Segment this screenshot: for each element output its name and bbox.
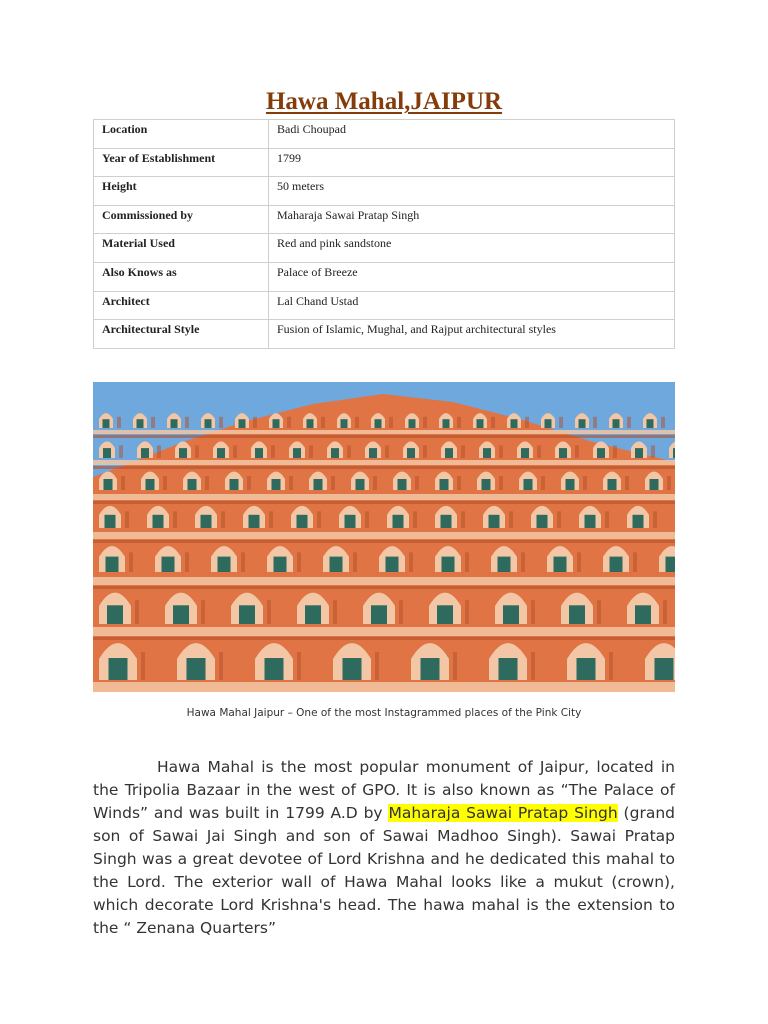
window-pane — [109, 658, 128, 680]
window-pane — [440, 479, 449, 490]
pillar-shadow — [201, 600, 205, 624]
window-pane — [162, 557, 175, 572]
table-row — [94, 120, 675, 149]
window-pane — [375, 419, 382, 428]
window-pane — [521, 448, 529, 458]
band-shadow — [93, 435, 675, 438]
balcony-band — [93, 627, 675, 636]
pillar-shadow — [521, 552, 525, 572]
pillar-shadow — [219, 417, 223, 428]
window-pane — [307, 419, 314, 428]
window-pane — [577, 658, 596, 680]
band-shadow — [93, 501, 675, 504]
pillar-shadow — [129, 552, 133, 572]
balcony-band — [93, 430, 675, 434]
pillar-shadow — [409, 552, 413, 572]
window-pane — [499, 658, 518, 680]
window-pane — [297, 515, 308, 528]
window-pane — [445, 448, 453, 458]
window-pane — [369, 448, 377, 458]
pillar-shadow — [461, 511, 465, 528]
table-row — [94, 262, 675, 291]
row-value: Red and pink sandstone — [269, 234, 675, 263]
pillar-shadow — [297, 552, 301, 572]
pillar-shadow — [465, 600, 469, 624]
window-pane — [673, 448, 675, 458]
window-pane — [647, 419, 654, 428]
window-pane — [610, 557, 623, 572]
window-pane — [153, 515, 164, 528]
pillar-shadow — [121, 476, 125, 490]
pillar-shadow — [353, 552, 357, 572]
window-pane — [482, 479, 491, 490]
pillar-shadow — [577, 552, 581, 572]
pillar-shadow — [233, 445, 237, 458]
pillar-shadow — [663, 600, 667, 624]
pillar-shadow — [453, 652, 457, 680]
window-pane — [205, 419, 212, 428]
window-pane — [273, 419, 280, 428]
balcony-band — [93, 577, 675, 585]
window-pane — [537, 515, 548, 528]
balcony-band — [93, 460, 675, 465]
window-pane — [477, 419, 484, 428]
row-value: Lal Chand Ustad — [269, 291, 675, 320]
pillar-shadow — [173, 511, 177, 528]
window-pane — [255, 448, 263, 458]
window-pane — [545, 419, 552, 428]
window-pane — [559, 448, 567, 458]
band-shadow — [93, 540, 675, 543]
pillar-shadow — [651, 445, 655, 458]
table-row — [94, 205, 675, 234]
pillar-shadow — [355, 417, 359, 428]
window-pane — [249, 515, 260, 528]
pillar-shadow — [163, 476, 167, 490]
window-pane — [356, 479, 365, 490]
row-label: Also Knows as — [94, 262, 269, 291]
table-row — [94, 234, 675, 263]
row-value: Badi Choupad — [269, 120, 675, 149]
pillar-shadow — [309, 445, 313, 458]
row-value: 50 meters — [269, 177, 675, 206]
window-pane — [107, 605, 123, 624]
window-pane — [274, 557, 287, 572]
pillar-shadow — [575, 445, 579, 458]
window-pane — [371, 605, 387, 624]
pillar-shadow — [661, 417, 665, 428]
pillar-shadow — [385, 445, 389, 458]
window-pane — [171, 419, 178, 428]
band-shadow — [93, 586, 675, 589]
row-value: 1799 — [269, 148, 675, 177]
pillar-shadow — [491, 417, 495, 428]
pillar-shadow — [389, 417, 393, 428]
window-pane — [314, 479, 323, 490]
table-row — [94, 291, 675, 320]
pillar-shadow — [221, 511, 225, 528]
pillar-shadow — [457, 476, 461, 490]
row-label: Height — [94, 177, 269, 206]
window-pane — [305, 605, 321, 624]
window-pane — [511, 419, 518, 428]
pillar-shadow — [531, 652, 535, 680]
row-label: Architectural Style — [94, 320, 269, 349]
pillar-shadow — [347, 445, 351, 458]
pillar-shadow — [633, 552, 637, 572]
pillar-shadow — [605, 511, 609, 528]
pillar-shadow — [365, 511, 369, 528]
window-pane — [103, 448, 111, 458]
band-shadow — [93, 637, 675, 640]
facade-illustration — [93, 382, 675, 692]
window-pane — [524, 479, 533, 490]
paragraph-text: Hawa Mahal is the most popular monument of Jaipur, located in the Tripolia Bazaar in the west of GPO. It is also known as “The Palace of Winds” and was built in 1799 A.D by — [93, 758, 675, 822]
window-pane — [398, 479, 407, 490]
window-pane — [218, 557, 231, 572]
table-row — [94, 177, 675, 206]
hawa-mahal-photo — [93, 382, 675, 692]
window-pane — [293, 448, 301, 458]
window-pane — [173, 605, 189, 624]
pillar-shadow — [597, 600, 601, 624]
pillar-shadow — [499, 445, 503, 458]
pillar-shadow — [241, 552, 245, 572]
pillar-shadow — [461, 445, 465, 458]
window-pane — [105, 515, 116, 528]
page-title: Hawa Mahal,JAIPUR — [265, 88, 503, 115]
window-pane — [633, 515, 644, 528]
window-pane — [407, 448, 415, 458]
window-pane — [666, 557, 676, 572]
window-pane — [239, 419, 246, 428]
pillar-shadow — [267, 600, 271, 624]
pillar-shadow — [667, 476, 671, 490]
window-pane — [608, 479, 617, 490]
pillar-shadow — [375, 652, 379, 680]
window-pane — [393, 515, 404, 528]
row-value: Fusion of Islamic, Mughal, and Rajput architectural styles — [269, 320, 675, 349]
pillar-shadow — [141, 652, 145, 680]
row-label: Location — [94, 120, 269, 149]
pillar-shadow — [269, 511, 273, 528]
window-pane — [441, 515, 452, 528]
pillar-shadow — [287, 417, 291, 428]
pillar-shadow — [117, 417, 121, 428]
pillar-shadow — [185, 417, 189, 428]
pillar-shadow — [413, 511, 417, 528]
window-pane — [103, 419, 110, 428]
window-pane — [331, 448, 339, 458]
pillar-shadow — [423, 445, 427, 458]
pillar-shadow — [465, 552, 469, 572]
window-pane — [483, 448, 491, 458]
window-pane — [503, 605, 519, 624]
window-pane — [579, 419, 586, 428]
pillar-shadow — [423, 417, 427, 428]
pillar-shadow — [531, 600, 535, 624]
window-pane — [409, 419, 416, 428]
pillar-shadow — [541, 476, 545, 490]
pillar-shadow — [537, 445, 541, 458]
window-pane — [442, 557, 455, 572]
pillar-shadow — [321, 417, 325, 428]
window-pane — [137, 419, 144, 428]
pillar-shadow — [119, 445, 123, 458]
pillar-shadow — [205, 476, 209, 490]
row-value: Palace of Breeze — [269, 262, 675, 291]
pillar-shadow — [289, 476, 293, 490]
pillar-shadow — [557, 511, 561, 528]
window-pane — [345, 515, 356, 528]
window-pane — [341, 419, 348, 428]
paragraph-text-continued: (grand son of Sawai Jai Singh and son of Sawai Madhoo Singh). Sawai Pratap Singh was a great devotee of Lord Krishna and he dedicated this mahal to the Lord. The exterior wall of Hawa Mahal looks like a mukut (crown), which decorate Lord Krishna's head. The hawa mahal is the extension to the “ Zenana Quarters” — [93, 804, 675, 937]
window-pane — [330, 557, 343, 572]
pillar-shadow — [195, 445, 199, 458]
table-row — [94, 148, 675, 177]
row-label: Commissioned by — [94, 205, 269, 234]
body-paragraph — [93, 756, 675, 940]
row-label: Material Used — [94, 234, 269, 263]
window-pane — [104, 479, 113, 490]
balcony-band — [93, 682, 675, 692]
pillar-shadow — [125, 511, 129, 528]
band-shadow — [93, 466, 675, 469]
row-label: Year of Establishment — [94, 148, 269, 177]
image-caption: Hawa Mahal Jaipur – One of the most Instagrammed places of the Pink City — [186, 707, 582, 719]
window-pane — [437, 605, 453, 624]
window-pane — [650, 479, 659, 490]
window-pane — [343, 658, 362, 680]
pillar-shadow — [415, 476, 419, 490]
window-pane — [566, 479, 575, 490]
pillar-shadow — [185, 552, 189, 572]
pillar-shadow — [509, 511, 513, 528]
window-pane — [421, 658, 440, 680]
pillar-shadow — [609, 652, 613, 680]
window-pane — [141, 448, 149, 458]
pillar-shadow — [457, 417, 461, 428]
window-pane — [188, 479, 197, 490]
window-pane — [489, 515, 500, 528]
pillar-shadow — [613, 445, 617, 458]
window-pane — [146, 479, 155, 490]
pillar-shadow — [525, 417, 529, 428]
window-pane — [613, 419, 620, 428]
table-row — [94, 320, 675, 349]
info-table — [93, 119, 675, 349]
pillar-shadow — [627, 417, 631, 428]
pillar-shadow — [373, 476, 377, 490]
balcony-band — [93, 494, 675, 500]
pillar-shadow — [135, 600, 139, 624]
pillar-shadow — [331, 476, 335, 490]
window-pane — [239, 605, 255, 624]
row-label: Architect — [94, 291, 269, 320]
window-pane — [230, 479, 239, 490]
window-pane — [443, 419, 450, 428]
pillar-shadow — [399, 600, 403, 624]
pillar-shadow — [297, 652, 301, 680]
window-pane — [265, 658, 284, 680]
window-pane — [217, 448, 225, 458]
pillar-shadow — [157, 445, 161, 458]
window-pane — [187, 658, 206, 680]
balcony-band — [93, 532, 675, 539]
window-pane — [655, 658, 674, 680]
pillar-shadow — [271, 445, 275, 458]
window-pane — [554, 557, 567, 572]
window-pane — [386, 557, 399, 572]
highlighted-name: Maharaja Sawai Pratap Singh — [388, 804, 618, 822]
window-pane — [585, 515, 596, 528]
window-pane — [569, 605, 585, 624]
window-pane — [635, 448, 643, 458]
window-pane — [498, 557, 511, 572]
pillar-shadow — [583, 476, 587, 490]
pillar-shadow — [317, 511, 321, 528]
row-value: Maharaja Sawai Pratap Singh — [269, 205, 675, 234]
pillar-shadow — [499, 476, 503, 490]
pillar-shadow — [333, 600, 337, 624]
pillar-shadow — [247, 476, 251, 490]
window-pane — [272, 479, 281, 490]
pillar-shadow — [151, 417, 155, 428]
window-pane — [179, 448, 187, 458]
pillar-shadow — [253, 417, 257, 428]
pillar-shadow — [559, 417, 563, 428]
window-pane — [635, 605, 651, 624]
window-pane — [597, 448, 605, 458]
pillar-shadow — [219, 652, 223, 680]
pillar-shadow — [593, 417, 597, 428]
pillar-shadow — [653, 511, 657, 528]
window-pane — [106, 557, 119, 572]
window-pane — [201, 515, 212, 528]
pillar-shadow — [625, 476, 629, 490]
